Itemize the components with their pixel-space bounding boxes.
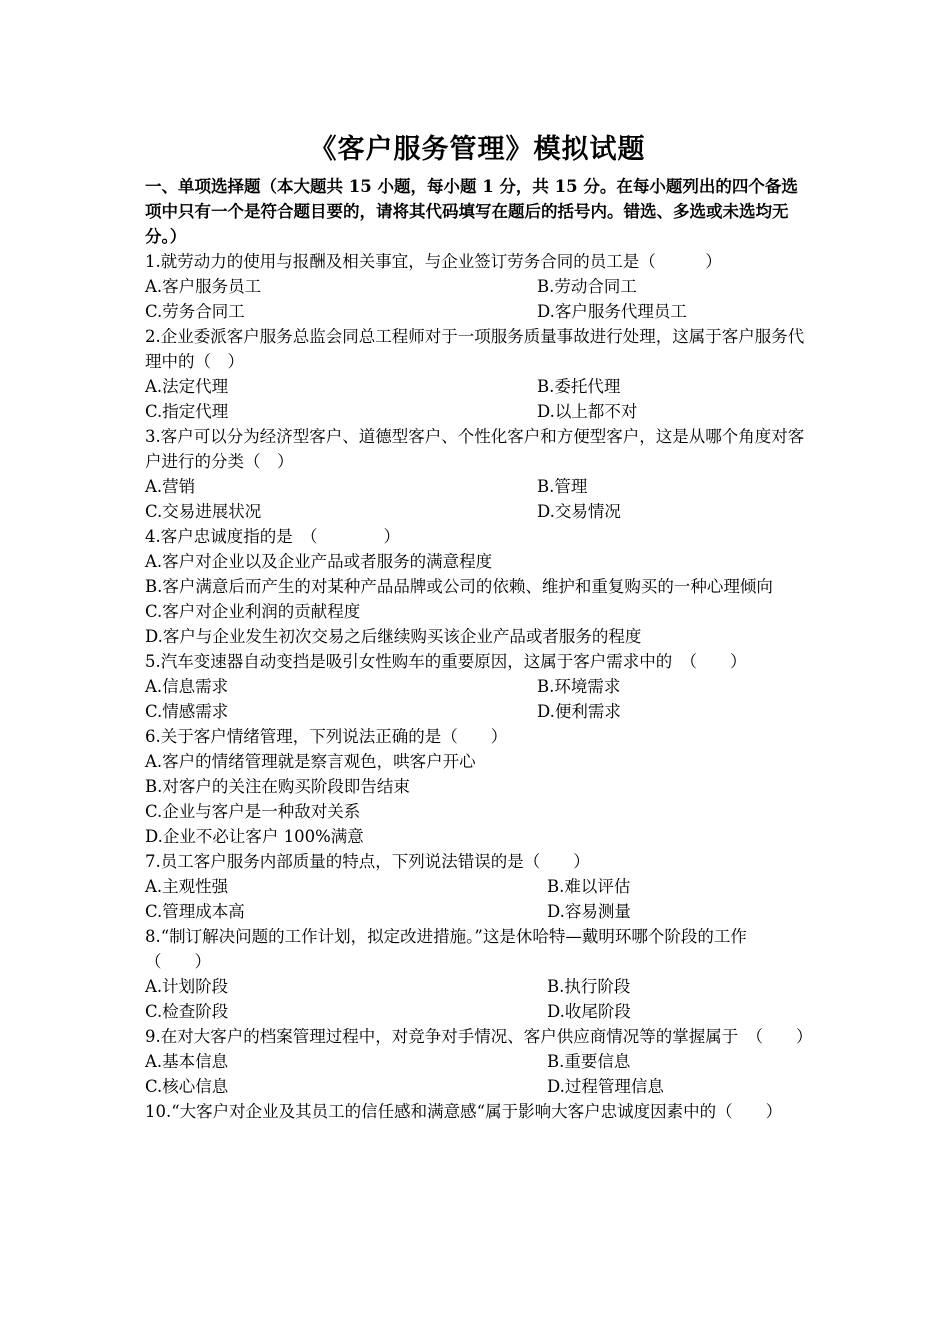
option-row (145, 399, 810, 424)
exam-page (145, 128, 813, 1124)
option-d: D.客户与企业发生初次交易之后继续购买该企业产品或者服务的程度 (145, 627, 642, 646)
question-9 (145, 1024, 813, 1099)
option-a: A.客户的情绪管理就是察言观色，哄客户开心 (145, 752, 476, 771)
option-b: B.对客户的关注在购买阶段即告结束 (145, 777, 410, 796)
option-b: B.执行阶段 (547, 977, 631, 996)
option-row (145, 699, 810, 724)
option-c: C.企业与客户是一种敌对关系 (145, 802, 361, 821)
option-a: A.计划阶段 (145, 977, 229, 996)
question-5 (145, 649, 810, 724)
option-row (145, 299, 810, 324)
question-3 (145, 424, 810, 524)
section-header: 一、单项选择题（本大题共 15 小题，每小题 1 分，共 15 分。在每小题列出的四个备选项中只有一个是符合题目要的，请将其代码填写在题后的括号内。错选、多选或未选均无分。） (145, 177, 798, 246)
question-stem: 2.企业委派客户服务总监会同总工程师对于一项服务质量事故进行处理，这属于客户服务代理中的（ ） (145, 327, 805, 371)
option-b: B.环境需求 (537, 677, 621, 696)
option-d: D.容易测量 (547, 902, 631, 921)
option-c: C.劳务合同工 (145, 302, 245, 321)
option-a: A.客户服务员工 (145, 277, 262, 296)
option-c: C.客户对企业利润的贡献程度 (145, 602, 361, 621)
option-c: C.情感需求 (145, 702, 229, 721)
option-b: B.管理 (537, 477, 588, 496)
option-d: D.以上都不对 (537, 402, 638, 421)
option-c: C.管理成本高 (145, 902, 245, 921)
question-6 (145, 724, 810, 849)
question-stem: 10.“大客户对企业及其员工的信任感和满意感“属于影响大客户忠诚度因素中的（ ） (145, 1102, 783, 1121)
page-title: 《客户服务管理》模拟试题 (309, 134, 646, 165)
question-2 (145, 324, 810, 424)
question-stem: 9.在对大客户的档案管理过程中，对竞争对手情况、客户供应商情况等的掌握属于 （ ） (145, 1027, 813, 1046)
option-b: B.客户满意后而产生的对某种产品品牌或公司的依赖、维护和重复购买的一种心理倾向 (145, 577, 773, 596)
option-a: A.客户对企业以及企业产品或者服务的满意程度 (145, 552, 493, 571)
option-row (145, 1074, 810, 1099)
option-d: D.客户服务代理员工 (537, 302, 687, 321)
question-8 (145, 924, 810, 1024)
option-a: A.法定代理 (145, 377, 229, 396)
question-stem: 5.汽车变速器自动变挡是吸引女性购车的重要原因，这属于客户需求中的 （ ） (145, 652, 747, 671)
option-b: B.劳动合同工 (537, 277, 637, 296)
option-row (145, 274, 810, 299)
option-row (145, 374, 810, 399)
option-row (145, 874, 810, 899)
option-c: C.检查阶段 (145, 1002, 229, 1021)
option-c: C.核心信息 (145, 1077, 229, 1096)
option-c: C.交易进展状况 (145, 502, 262, 521)
question-1 (145, 249, 810, 324)
question-stem: 6.关于客户情绪管理，下列说法正确的是（ ） (145, 727, 508, 746)
option-c: C.指定代理 (145, 402, 229, 421)
question-stem: 1.就劳动力的使用与报酬及相关事宜，与企业签订劳务合同的员工是（ ） (145, 252, 722, 271)
option-a: A.营销 (145, 477, 196, 496)
question-stem: 8.“制订解决问题的工作计划，拟定改进措施。”这是休哈特—戴明环哪个阶段的工作 （ ） (145, 927, 764, 971)
question-stem: 3.客户可以分为经济型客户、道德型客户、个性化客户和方便型客户，这是从哪个角度对客户进行的分类（ ） (145, 427, 805, 471)
option-row (145, 474, 810, 499)
question-10 (145, 1099, 810, 1124)
option-d: D.过程管理信息 (547, 1077, 664, 1096)
question-7 (145, 849, 810, 924)
option-d: D.企业不必让客户 100%满意 (145, 827, 364, 846)
question-stem: 4.客户忠诚度指的是 （ ） (145, 527, 400, 546)
option-a: A.主观性强 (145, 877, 229, 896)
option-d: D.收尾阶段 (547, 1002, 631, 1021)
option-a: A.基本信息 (145, 1052, 229, 1071)
option-b: B.重要信息 (547, 1052, 631, 1071)
option-a: A.信息需求 (145, 677, 229, 696)
option-row (145, 999, 810, 1024)
option-row (145, 1049, 810, 1074)
option-d: D.便利需求 (537, 702, 621, 721)
option-row (145, 974, 810, 999)
option-row (145, 899, 810, 924)
option-row (145, 674, 810, 699)
option-b: B.委托代理 (537, 377, 621, 396)
option-row (145, 499, 810, 524)
question-4 (145, 524, 810, 649)
option-b: B.难以评估 (547, 877, 631, 896)
question-stem: 7.员工客户服务内部质量的特点，下列说法错误的是（ ） (145, 852, 590, 871)
option-d: D.交易情况 (537, 502, 621, 521)
question-list (145, 249, 813, 1124)
